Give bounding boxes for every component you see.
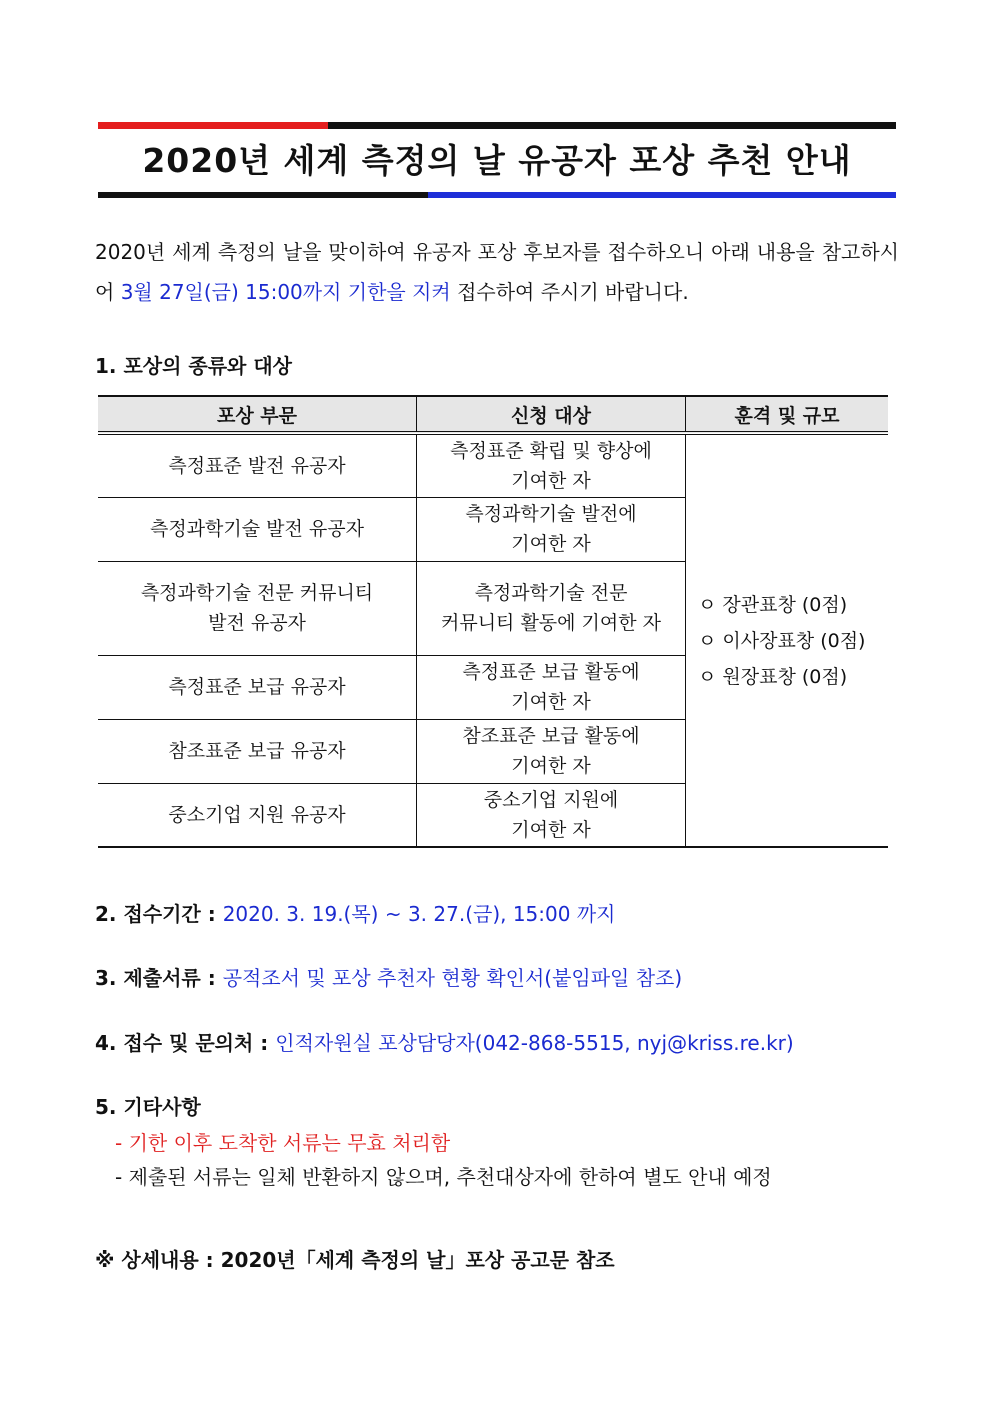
- section2: [95, 898, 615, 927]
- section2-label: 2. 접수기간 :: [95, 902, 223, 926]
- row-target: 측정표준 보급 활동에 기여한 자: [417, 655, 686, 719]
- row-target: 중소기업 지원에 기여한 자: [417, 783, 686, 847]
- intro-text-1: 2020년 세계 측정의 날을 맞이하여 유공자 포상 후보자를 접수하오니 아래 내용을 참고하시어: [95, 240, 899, 304]
- list-item: - 기한 이후 도착한 서류는 무효 처리함: [115, 1131, 451, 1155]
- header-awards: 훈격 및 규모: [686, 396, 889, 433]
- section4-value: 인적자원실 포상담당자(042-868-5515, nyj@kriss.re.kr): [275, 1031, 794, 1055]
- section3-label: 3. 제출서류 :: [95, 966, 223, 990]
- intro-text-2: 접수하여 주시기 바랍니다.: [450, 280, 689, 304]
- row-category: 측정과학기술 발전 유공자: [98, 497, 417, 561]
- row-target: 측정과학기술 발전에 기여한 자: [417, 497, 686, 561]
- section4-label: 4. 접수 및 문의처 :: [95, 1031, 276, 1055]
- row-category: 참조표준 보급 유공자: [98, 719, 417, 783]
- section3-value: 공적조서 및 포상 추천자 현황 확인서(붙임파일 참조): [222, 966, 683, 990]
- section2-value: 2020. 3. 19.(목) ~ 3. 27.(금), 15:00 까지: [222, 902, 616, 926]
- section4: [95, 1027, 794, 1056]
- page-title: 2020년 세계 측정의 날 유공자 포상 추천 안내: [142, 141, 852, 180]
- section5-heading: 5. 기타사항: [95, 1095, 201, 1119]
- award-table: [98, 395, 888, 848]
- row-target: 측정표준 확립 및 향상에 기여한 자: [417, 433, 686, 497]
- header-category: 포상 부문: [98, 396, 417, 433]
- award-item: ㅇ 이사장표창 (0점): [698, 629, 866, 652]
- reference-note: ※ 상세내용 : 2020년「세계 측정의 날」포상 공고문 참조: [95, 1248, 615, 1272]
- row-category: 중소기업 지원 유공자: [98, 783, 417, 847]
- award-table-header: [98, 396, 888, 433]
- list-item: - 제출된 서류는 일체 반환하지 않으며, 추천대상자에 한하여 별도 안내 예정: [115, 1165, 772, 1189]
- row-category: 측정표준 보급 유공자: [98, 655, 417, 719]
- awards-cell: [686, 433, 889, 847]
- section5-list: [115, 1126, 772, 1194]
- title-bottom-bar: [98, 192, 896, 198]
- title-top-bar: [98, 122, 896, 129]
- table-row: [98, 433, 888, 497]
- row-target: 참조표준 보급 활동에 기여한 자: [417, 719, 686, 783]
- intro-deadline-highlight: 3월 27일(금) 15:00까지 기한을 지켜: [120, 280, 451, 304]
- row-category: 측정표준 발전 유공자: [98, 433, 417, 497]
- row-category: 측정과학기술 전문 커뮤니티 발전 유공자: [98, 561, 417, 655]
- intro-paragraph: [95, 232, 899, 312]
- award-item: ㅇ 원장표창 (0점): [698, 665, 848, 688]
- award-item: ㅇ 장관표창 (0점): [698, 593, 848, 616]
- header-target: 신청 대상: [417, 396, 686, 433]
- section1-heading: 1. 포상의 종류와 대상: [95, 354, 292, 378]
- section3: [95, 962, 682, 991]
- row-target: 측정과학기술 전문 커뮤니티 활동에 기여한 자: [417, 561, 686, 655]
- title-banner: [98, 122, 896, 198]
